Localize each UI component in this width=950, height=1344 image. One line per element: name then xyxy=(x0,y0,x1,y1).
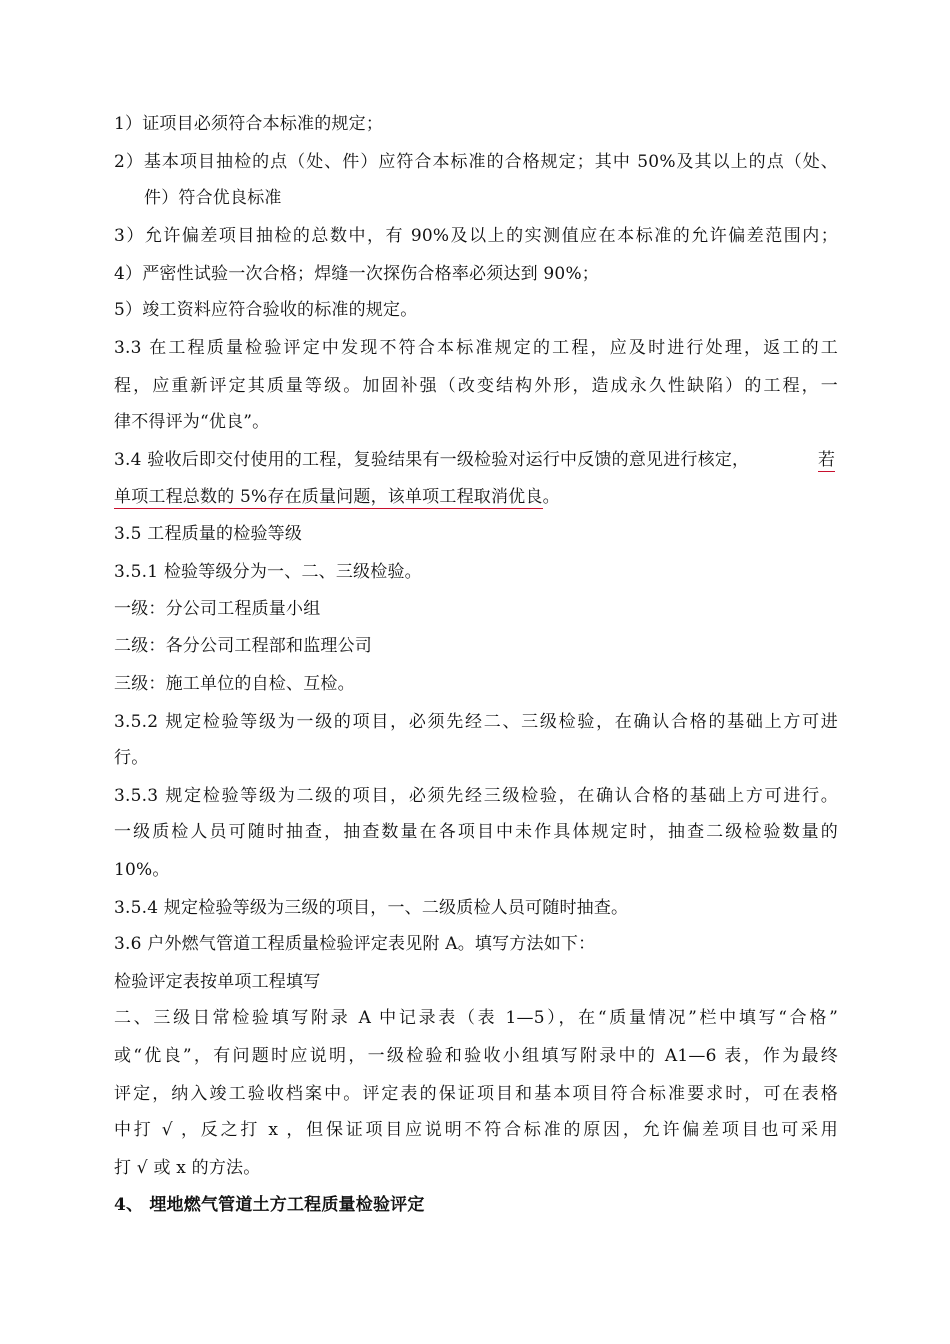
text-span: 。 xyxy=(542,487,560,507)
text-line xyxy=(114,485,838,509)
text-line: 1）证项目必须符合本标准的规定； xyxy=(114,114,384,134)
text-line xyxy=(818,448,840,472)
text-span: 3.4 验收后即交付使用的工程，复验结果有一级检验对运行中反馈的意见进行核定， xyxy=(114,450,750,470)
text-line: 或“优良”，有问题时应说明，一级检验和验收小组填写附录中的 A1—6 表，作为最终 xyxy=(114,1046,838,1066)
text-line: 3）允许偏差项目抽检的总数中，有 90%及以上的实测值应在本标准的允许偏差范围内； xyxy=(114,226,838,246)
text-line: 3.5.3 规定检验等级为二级的项目，必须先经三级检验，在确认合格的基础上方可进行。 xyxy=(114,786,838,806)
text-line: 行。 xyxy=(114,748,149,768)
text-line: 检验评定表按单项工程填写 xyxy=(114,972,321,992)
text-line: 3.5.1 检验等级分为一、二、三级检验。 xyxy=(114,562,422,582)
section-heading: 3.5 工程质量的检验等级 xyxy=(114,524,303,544)
section-heading: 4、 埋地燃气管道土方工程质量检验评定 xyxy=(114,1195,425,1215)
red-underlined-text: 若 xyxy=(818,450,836,470)
text-line: 4）严密性试验一次合格；焊缝一次探伤合格率必须达到 90%； xyxy=(114,264,600,284)
text-line xyxy=(114,448,818,472)
text-line: 3.5.4 规定检验等级为三级的项目，一、二级质检人员可随时抽查。 xyxy=(114,898,629,918)
text-line: 二级：各分公司工程部和监理公司 xyxy=(114,636,372,656)
red-underlined-text: 单项工程总数的 5%存在质量问题，该单项工程取消优良 xyxy=(114,487,543,507)
text-line: 打 √ 或 x 的方法。 xyxy=(114,1158,261,1178)
text-line: 3.6 户外燃气管道工程质量检验评定表见附 A。填写方法如下： xyxy=(114,934,596,954)
text-line: 一级：分公司工程质量小组 xyxy=(114,599,321,619)
text-line: 律不得评为“优良”。 xyxy=(114,412,270,432)
text-line: 中打 √ ，反之打 x ，但保证项目应说明不符合标准的原因，允许偏差项目也可采用 xyxy=(114,1120,838,1140)
text-line: 5）竣工资料应符合验收的标准的规定。 xyxy=(114,300,418,320)
text-line: 一级质检人员可随时抽查，抽查数量在各项目中未作具体规定时，抽查二级检验数量的 xyxy=(114,822,838,842)
text-line: 评定，纳入竣工验收档案中。评定表的保证项目和基本项目符合标准要求时，可在表格 xyxy=(114,1084,838,1104)
text-line: 件）符合优良标准 xyxy=(144,188,282,208)
text-line: 三级：施工单位的自检、互检。 xyxy=(114,674,355,694)
text-line: 2）基本项目抽检的点（处、件）应符合本标准的合格规定；其中 50%及其以上的点（处、 xyxy=(114,152,838,172)
text-line: 程，应重新评定其质量等级。加固补强（改变结构外形，造成永久性缺陷）的工程，一 xyxy=(114,376,838,396)
text-line: 10%。 xyxy=(114,860,170,880)
text-line: 二、三级日常检验填写附录 A 中记录表（表 1—5），在“质量情况”栏中填写“合格” xyxy=(114,1008,838,1028)
text-line: 3.3 在工程质量检验评定中发现不符合本标准规定的工程，应及时进行处理，返工的工 xyxy=(114,338,838,358)
text-line: 3.5.2 规定检验等级为一级的项目，必须先经二、三级检验，在确认合格的基础上方可进 xyxy=(114,712,838,732)
